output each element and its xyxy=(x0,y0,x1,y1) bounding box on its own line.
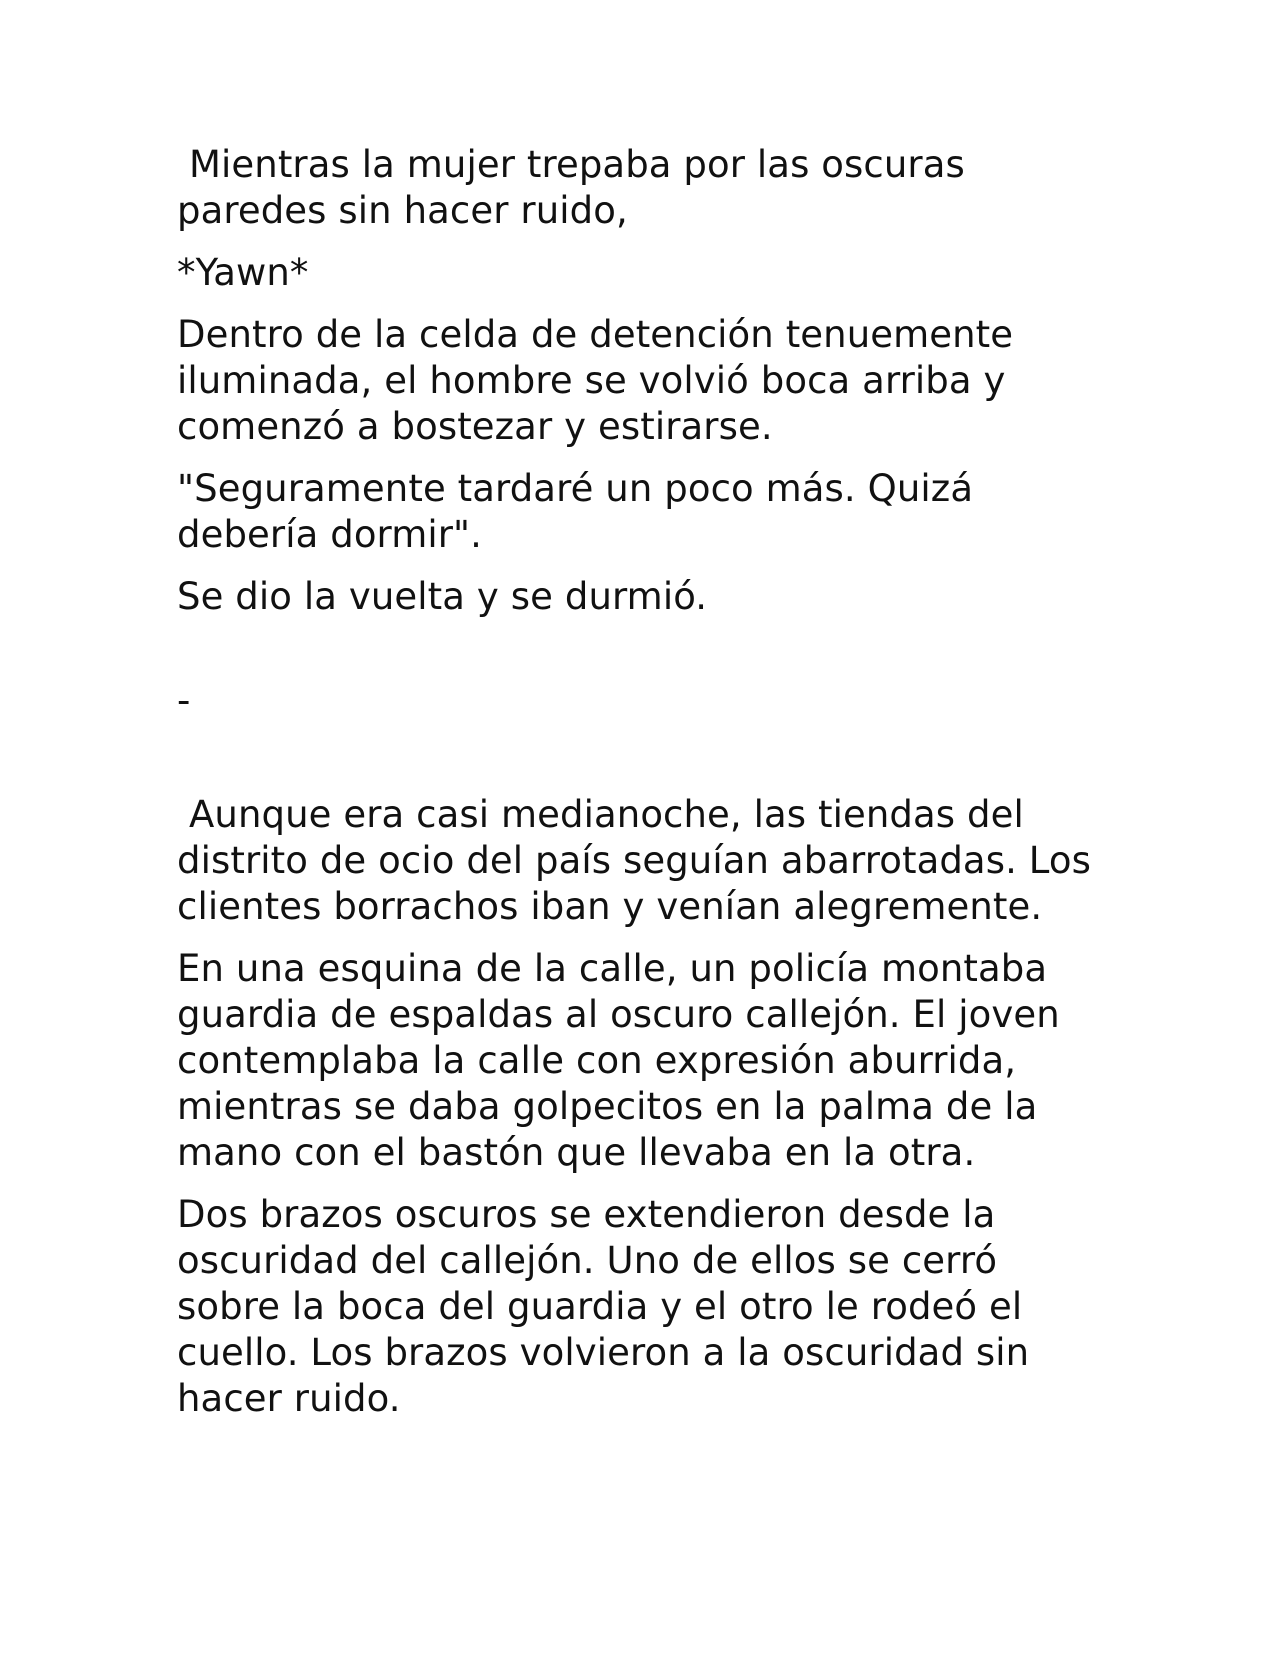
section-separator: - xyxy=(177,679,191,722)
paragraph: Dos brazos oscuros se extendieron desde la oscuridad del callejón. Uno de ellos se cerró sobre la boca del guardia y el otro le rodeó el cuello. Los brazos volvieron a la oscuridad sin hacer ruido. xyxy=(177,1193,1030,1420)
paragraph: Se dio la vuelta y se durmió. xyxy=(177,575,708,618)
paragraph: En una esquina de la calle, un policía montaba guardia de espaldas al oscuro callejón. El joven contemplaba la calle con expresión aburrida, mientras se daba golpecitos en la palma de la mano con el bastón que llevaba en la otra. xyxy=(177,947,1060,1174)
paragraph: *Yawn* xyxy=(177,251,309,294)
paragraph: Dentro de la celda de detención tenuemente iluminada, el hombre se volvió boca arriba y comenzó a bostezar y estirarse. xyxy=(177,313,1014,448)
paragraph: Mientras la mujer trepaba por las oscuras paredes sin hacer ruido, xyxy=(177,143,965,232)
section-gap xyxy=(177,724,1097,792)
document-page xyxy=(177,142,1097,1438)
paragraph: Aunque era casi medianoche, las tiendas del distrito de ocio del país seguían abarrotadas. Los clientes borrachos iban y venían alegremente. xyxy=(177,793,1091,928)
paragraph: "Seguramente tardaré un poco más. Quizá debería dormir". xyxy=(177,467,974,556)
